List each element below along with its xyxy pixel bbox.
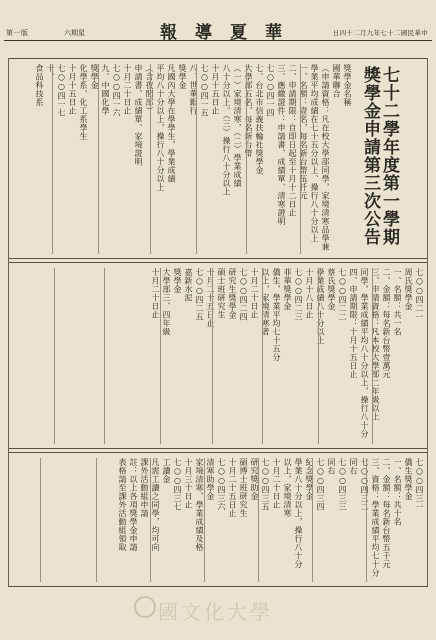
divider-lower	[8, 448, 428, 449]
top-column-26: 七○○四一七	[57, 64, 66, 117]
top-column-25: 十月十五日止	[68, 64, 77, 115]
top-column-0: 獎學金名稱	[343, 64, 352, 107]
middle-column-15: 十月二十日止	[250, 268, 259, 319]
top-column-4: 一、名額：壹名，每名新台幣伍仟元	[299, 64, 308, 200]
middle-column-17: 研究生獎學金	[228, 268, 237, 319]
bottom-column-13: 十月二十日止	[272, 458, 281, 509]
bottom-column-2: 一、名額：共十名	[393, 458, 402, 526]
entry-separator	[150, 64, 151, 254]
middle-column-4: 三、申請資格：凡本校大學部二年級以上	[371, 268, 380, 421]
top-column-5: 二、申請期限：自即日起至十月十二日止	[288, 64, 297, 217]
top-column-6: 三、應繳證件：申請書、成績單、清寒證明	[277, 64, 286, 226]
entry-separator	[258, 458, 259, 582]
middle-column-22: 獎學金	[173, 268, 182, 294]
bottom-column-26: 註：以上各項獎學金申請	[129, 458, 138, 552]
bottom-column-8: 同右	[327, 458, 336, 475]
middle-column-21: 嘉新水泥	[184, 268, 193, 302]
bottom-column-15: 研究獎助金	[250, 458, 259, 501]
bottom-column-14: 七○○四三五	[261, 458, 270, 511]
entry-separator	[246, 64, 247, 254]
bottom-column-16: 碩博士班研究生	[239, 458, 248, 518]
bottom-column-7: 七○○四三三	[338, 458, 347, 511]
top-column-19: 申請書、成績單、家境證明	[134, 64, 143, 166]
issue-label: 六期星	[64, 29, 85, 37]
entry-separator	[52, 64, 53, 254]
entry-separator	[212, 268, 213, 444]
top-column-10: （一）家境清寒，（二）學業成績	[233, 64, 242, 188]
middle-column-8: 蔡氏獎學金	[327, 268, 336, 311]
entry-separator	[150, 458, 151, 582]
bottom-column-23: 工讀金	[162, 458, 171, 484]
middle-column-11: 七○○四二三	[294, 268, 303, 321]
top-column-22: 九、中國化學	[101, 64, 110, 115]
middle-column-18: 碩士班研究生	[217, 268, 226, 319]
top-column-18: （含夜間部）	[145, 64, 154, 115]
bottom-column-1: 僑生獎學金	[404, 458, 413, 501]
top-column-27: 十、	[46, 64, 55, 81]
top-column-1: 國華聯合	[332, 64, 341, 98]
middle-column-23: 大學部三、四年級	[162, 268, 171, 336]
frame-right	[427, 58, 428, 586]
middle-column-19: 十月二十五日止	[206, 268, 215, 328]
date-line: 日四十二月九年七十二國民華中	[332, 29, 428, 37]
middle-column-2: 一、名額：共一名	[393, 268, 402, 336]
middle-column-10: 十月十八日止	[305, 268, 314, 319]
middle-column-3: 二、金額：每名新台幣壹萬元	[382, 268, 391, 379]
entry-separator	[160, 268, 161, 444]
bottom-column-21: 十月三十日止	[184, 458, 193, 509]
top-column-15: 獎學金	[178, 64, 187, 90]
entry-separator	[204, 458, 205, 582]
divider-lower-double	[8, 452, 428, 453]
frame-left	[8, 58, 9, 586]
middle-column-0: 七○○四二一	[415, 268, 424, 321]
bottom-column-5: 七○○四三二	[360, 458, 369, 511]
bottom-column-0: 七○○四三一	[415, 458, 424, 511]
top-column-7: 七○○四一四	[266, 64, 275, 117]
bottom-column-3: 二、金額：每名新台幣五千元	[382, 458, 391, 569]
top-column-13: 七○○四一五	[200, 64, 209, 117]
page-number-label: 第一版	[6, 29, 29, 37]
top-column-28: 食品科技系	[35, 64, 44, 107]
middle-column-16: 七○○四二四	[239, 268, 248, 321]
watermark: 國文化大學	[158, 600, 273, 624]
top-column-11: 八十分以上。（三）操行八十分以上	[222, 64, 231, 196]
divider-bottom	[8, 586, 428, 587]
bottom-column-17: 十月二十五日止	[228, 458, 237, 518]
top-column-3: 學業平均成績在七十五分以上、操行八十分以上	[310, 64, 319, 243]
middle-column-7: 七○○四二二	[338, 268, 347, 321]
middle-column-5: 同學，學業成績平均八十分以上，操行八十分	[360, 268, 369, 438]
header-rule	[4, 40, 432, 41]
middle-column-9: 學業成績八十分以上	[316, 268, 325, 345]
entry-separator	[54, 268, 55, 444]
top-column-9: 大學部五名，每名新台幣	[244, 64, 253, 158]
top-column-21: 七○○四一六	[112, 64, 121, 117]
library-seal	[134, 596, 156, 618]
bottom-column-18: 七○○四三六	[217, 458, 226, 511]
middle-column-24: 十月二十日止	[151, 268, 160, 319]
announcement-title: 七十二學年度第一學期 獎學金申請第三次公告	[360, 66, 399, 246]
top-column-2: （申請資格：凡在校大學部同學，家境清寒品學兼	[321, 64, 330, 251]
entry-separator	[300, 64, 301, 254]
top-column-24: 化學系、化工系學生	[79, 64, 88, 141]
entry-separator	[262, 268, 263, 444]
middle-column-20: 七○○四二五	[195, 268, 204, 321]
bottom-column-10: 紀念獎學金	[305, 458, 314, 501]
divider-upper	[8, 258, 428, 259]
bottom-column-25: 課外活動組申請	[140, 458, 149, 518]
top-column-20: 十月二十日止	[123, 64, 132, 115]
middle-column-14: 以上，家境清寒者	[261, 268, 270, 336]
divider-top	[8, 58, 428, 59]
bottom-column-19: 清寒助學金	[206, 458, 215, 501]
entry-separator	[104, 268, 105, 444]
entry-separator	[196, 64, 197, 254]
bottom-column-11: 學業八十分以上，操行八十分	[294, 458, 303, 569]
top-column-12: 十月十五日止	[211, 64, 220, 115]
entry-separator	[372, 268, 373, 444]
top-column-17: 平均八十分以上，操行八十分以上	[156, 64, 165, 192]
masthead: 報導夏華	[160, 23, 300, 43]
entry-separator	[40, 458, 41, 582]
middle-column-6: 四、申請期限：十月十五日止	[349, 268, 358, 379]
entry-separator	[366, 458, 367, 582]
middle-column-1: 周氏獎學金	[404, 268, 413, 311]
bottom-column-12: 以上，家境清寒	[283, 458, 292, 518]
entry-separator	[98, 64, 99, 254]
bottom-column-27: 表格請至課外活動組領取	[118, 458, 127, 552]
bottom-column-22: 七○○四三七	[173, 458, 182, 511]
entry-separator	[318, 268, 319, 444]
bottom-column-4: 三、資格：學業成績平均七十分	[371, 458, 380, 577]
middle-column-12: 菲華獎學金	[283, 268, 292, 311]
middle-column-13: 僑生，學業平均七十五分	[272, 268, 281, 362]
top-column-14: 八、世華銀行	[189, 64, 198, 115]
entry-separator	[312, 458, 313, 582]
bottom-column-9: 七○○四三四	[316, 458, 325, 511]
bottom-column-20: 家境清寒，學業成績及格	[195, 458, 204, 552]
divider-upper-double	[8, 262, 428, 263]
bottom-column-24: 凡需工讀之同學，均可向	[151, 458, 160, 552]
bottom-column-6: 同右	[349, 458, 358, 475]
entry-separator	[96, 458, 97, 582]
top-column-8: 七、台北市信義扶輪社獎學金	[255, 64, 264, 175]
top-column-23: 獎學金	[90, 64, 99, 90]
top-column-16: 凡國內大學在學學生，學業成績	[167, 64, 176, 183]
